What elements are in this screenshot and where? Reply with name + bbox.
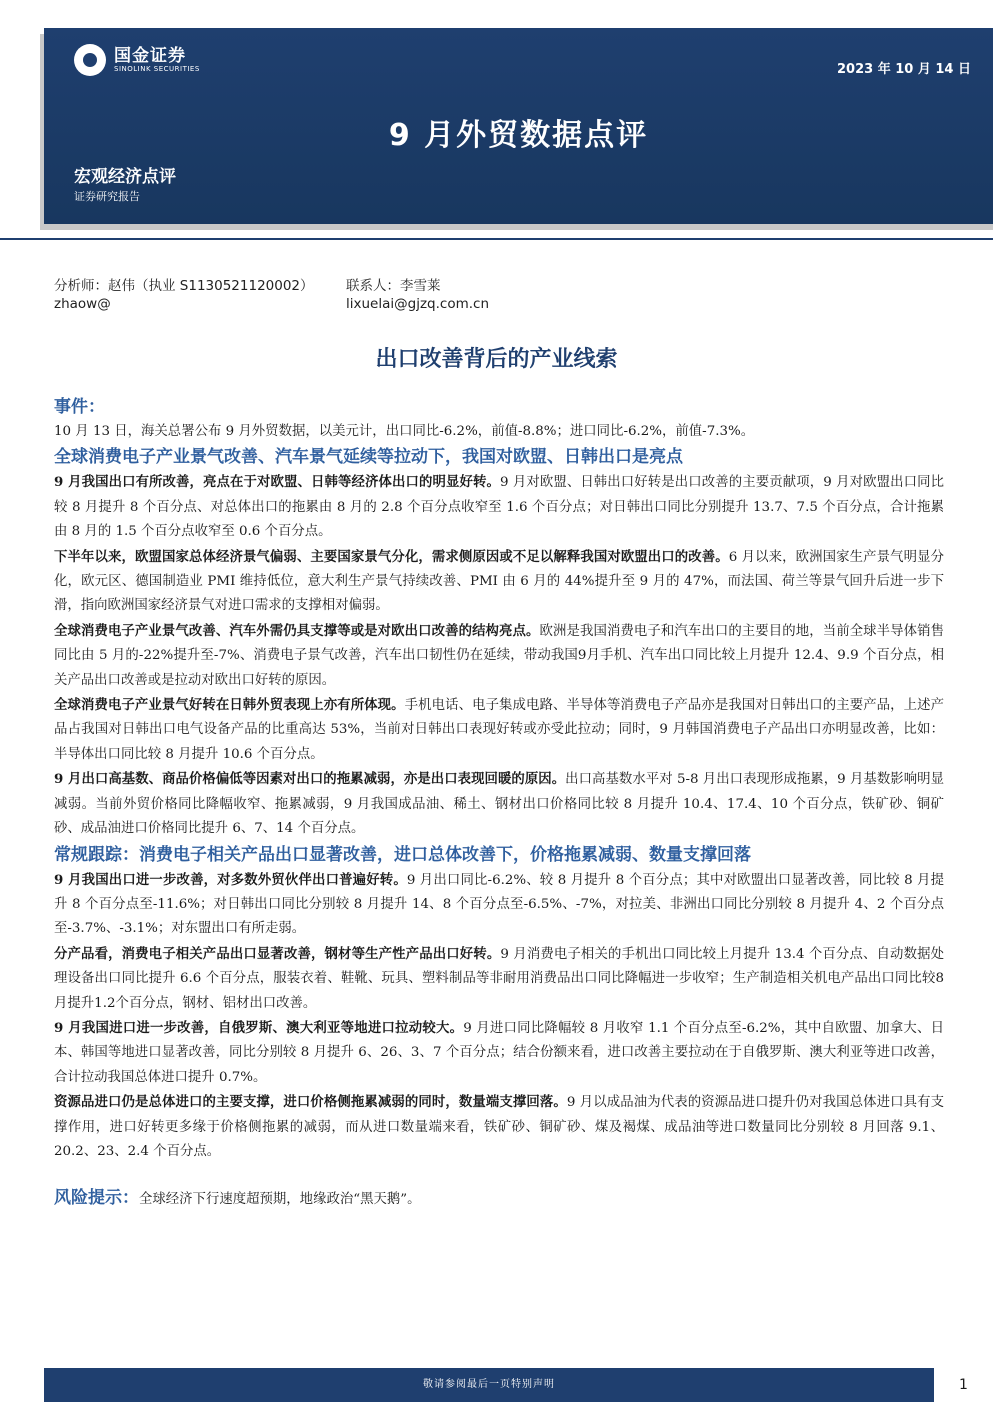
analyst-name: 分析师：赵伟（执业 S1130521120002） <box>54 278 314 294</box>
paragraph-body: 手机电话、电子集成电路、半导体等消费电子产品亦是我国对日韩出口的主要产品，上述产品占我国对日韩出口电气设备产品的比重高达 53%，当前对日韩出口表现好转或亦受此拉动；同时，9 月韩国消费电子产品出口亦明显改善，比如：半导体出口同比较 8 月提升 10.6 个百分点。 <box>54 698 945 762</box>
paragraph <box>54 693 944 767</box>
section1-heading: 全球消费电子产业景气改善、汽车景气延续等拉动下，我国对欧盟、日韩出口是亮点 <box>54 447 683 468</box>
risk-note <box>54 1186 944 1212</box>
contact-name: 联系人：李雪莱 <box>346 278 441 294</box>
paragraph <box>54 545 944 619</box>
header-divider <box>0 238 993 240</box>
report-title: 9 月外贸数据点评 <box>388 118 649 153</box>
report-body <box>54 394 944 1212</box>
paragraph-lead: 下半年以来，欧盟国家总体经济景气偏弱、主要国家景气分化，需求侧原因或不足以解释我国对欧盟出口的改善。 <box>54 548 729 565</box>
contact-email[interactable]: lixuelai@gjzq.com.cn <box>346 296 489 312</box>
report-section: 宏观经济点评 <box>74 167 176 187</box>
paragraph-lead: 9 月我国进口进一步改善，自俄罗斯、澳大利亚等地进口拉动较大。 <box>54 1019 464 1036</box>
paragraph-body: 欧洲是我国消费电子和汽车出口的主要目的地，当前全球半导体销售同比由 5 月的-22%提升至-7%、消费电子景气改善，汽车出口韧性仍在延续，带动我国9月手机、汽车出口同比较上月提升 12.4、9.9 个百分点，相关产品出口改善或是拉动对欧出口好转的原因。 <box>54 623 945 688</box>
logo-mark-icon <box>74 44 106 76</box>
logo-cn-text: 国金证券 <box>114 45 186 66</box>
paragraph <box>54 942 944 1016</box>
paragraph-body: 9 月以成品油为代表的资源品进口提升仍对我国总体进口具有支撑作用，进口好转更多缘于价格侧拖累的减弱，而从进口数量端来看，铁矿砂、铜矿砂、煤及褐煤、成品油等进口数量同比分别较 8 月回落 9.1、20.2、23、2.4 个百分点。 <box>54 1095 945 1159</box>
event-heading: 事件： <box>54 397 105 417</box>
paragraph-body: 9 月进口同比降幅较 8 月收窄 1.1 个百分点至-6.2%，其中自欧盟、加拿大、日本、韩国等地进口显著改善，同比分别较 8 月提升 6、26、3、7 个百分点；结合份额来看，进口改善主要拉动在于自俄罗斯、澳大利亚等进口改善，合计拉动我国总体进口提升 0.7%。 <box>54 1020 944 1085</box>
paragraph-body: 9 月消费电子相关的手机出口同比较上月提升 13.4 个百分点、自动数据处理设备出口同比提升 6.6 个百分点，服装衣着、鞋靴、玩具、塑料制品等非耐用消费品出口同比降幅进一步收窄；生产制造相关机电产品出口同比较8月提升1.2个百分点，钢材、铝材出口改善。 <box>54 946 945 1011</box>
paragraph <box>54 1016 944 1090</box>
report-type: 证券研究报告 <box>74 190 140 203</box>
event-text: 10 月 13 日，海关总署公布 9 月外贸数据，以美元计，出口同比-6.2%，前值-8.8%；进口同比-6.2%，前值-7.3%。 <box>54 424 755 439</box>
page-number: 1 <box>959 1377 968 1393</box>
section2-heading: 常规跟踪：消费电子相关产品出口显著改善，进口总体改善下，价格拖累减弱、数量支撑回落 <box>54 844 751 865</box>
risk-text: 全球经济下行速度超预期，地缘政治“黑天鹅”。 <box>139 1192 421 1208</box>
paragraph-body: 6 月以来，欧洲国家生产景气明显分化，欧元区、德国制造业 PMI 维持低位，意大利生产景气持续改善、PMI 由 6 月的 44%提升至 9 月的 47%，而法国、荷兰等景气回升后进一步下滑，指向欧洲国家经济景气对进口需求的支撑相对偏弱。 <box>54 549 944 614</box>
paragraph-lead: 9 月出口高基数、商品价格偏低等因素对出口的拖累减弱，亦是出口表现回暖的原因。 <box>54 771 566 788</box>
paragraph-lead: 分产品看，消费电子相关产品出口显著改善，钢材等生产性产品出口好转。 <box>54 945 501 962</box>
paragraph-body: 9 月对欧盟、日韩出口好转是出口改善的主要贡献项，9 月对欧盟出口同比较 8 月提升 8 个百分点、对总体出口的拖累由 8 月的 2.8 个百分点收窄至 1.6 个百分点；对日韩出口同比分别提升 13.7、7.5 个百分点，合计拖累由 8 月的 1.5 个百分点收窄至 0.6 个百分点。 <box>54 475 944 540</box>
paragraph-body: 出口高基数水平对 5-8 月出口表现形成拖累，9 月基数影响明显减弱。当前外贸价格同比降幅收窄、拖累减弱，9 月我国成品油、稀土、钢材出口价格同比较 8 月提升 10.4、17.4、10 个百分点，铁矿砂、铜矿砂、成品油进口价格同比提升 6、7、14 个百分点。 <box>54 772 944 837</box>
paragraph-lead: 资源品进口仍是总体进口的主要支撑，进口价格侧拖累减弱的同时，数量端支撑回落。 <box>54 1094 567 1111</box>
report-header <box>44 28 993 224</box>
footer-disclaimer: 敬请参阅最后一页特别声明 <box>44 1368 934 1402</box>
paragraph <box>54 868 944 942</box>
paragraph-body: 9 月出口同比-6.2%、较 8 月提升 8 个百分点；其中对欧盟出口显著改善，同比较 8 月提升 8 个百分点至-11.6%；对日韩出口同比分别较 8 月提升 14、8 个百分点至-6.5%、-7%，对拉美、非洲出口同比分别较 8 月提升 4、2 个百分点至-3.7%、-3.1%；对东盟出口有所走弱。 <box>54 872 944 937</box>
analyst-email[interactable]: zhaow@ <box>54 296 111 312</box>
paragraph <box>54 619 944 693</box>
paragraph <box>54 767 944 841</box>
report-subtitle: 出口改善背后的产业线索 <box>375 347 618 372</box>
paragraph <box>54 470 944 544</box>
paragraph-lead: 全球消费电子产业景气好转在日韩外贸表现上亦有所体现。 <box>54 697 405 714</box>
section1-paragraphs <box>54 470 944 841</box>
company-logo <box>74 44 200 76</box>
paragraph <box>54 1090 944 1164</box>
paragraph-lead: 9 月我国出口有所改善，亮点在于对欧盟、日韩等经济体出口的明显好转。 <box>54 474 500 491</box>
logo-en-text: SINOLINK SECURITIES <box>114 64 200 73</box>
report-date: 2023 年 10 月 14 日 <box>837 62 971 77</box>
section2-paragraphs <box>54 868 944 1165</box>
paragraph-lead: 全球消费电子产业景气改善、汽车外需仍具支撑等或是对欧出口改善的结构亮点。 <box>54 622 540 639</box>
paragraph-lead: 9 月我国出口进一步改善，对多数外贸伙伴出口普遍好转。 <box>54 871 407 888</box>
risk-label: 风险提示： <box>54 1188 139 1209</box>
